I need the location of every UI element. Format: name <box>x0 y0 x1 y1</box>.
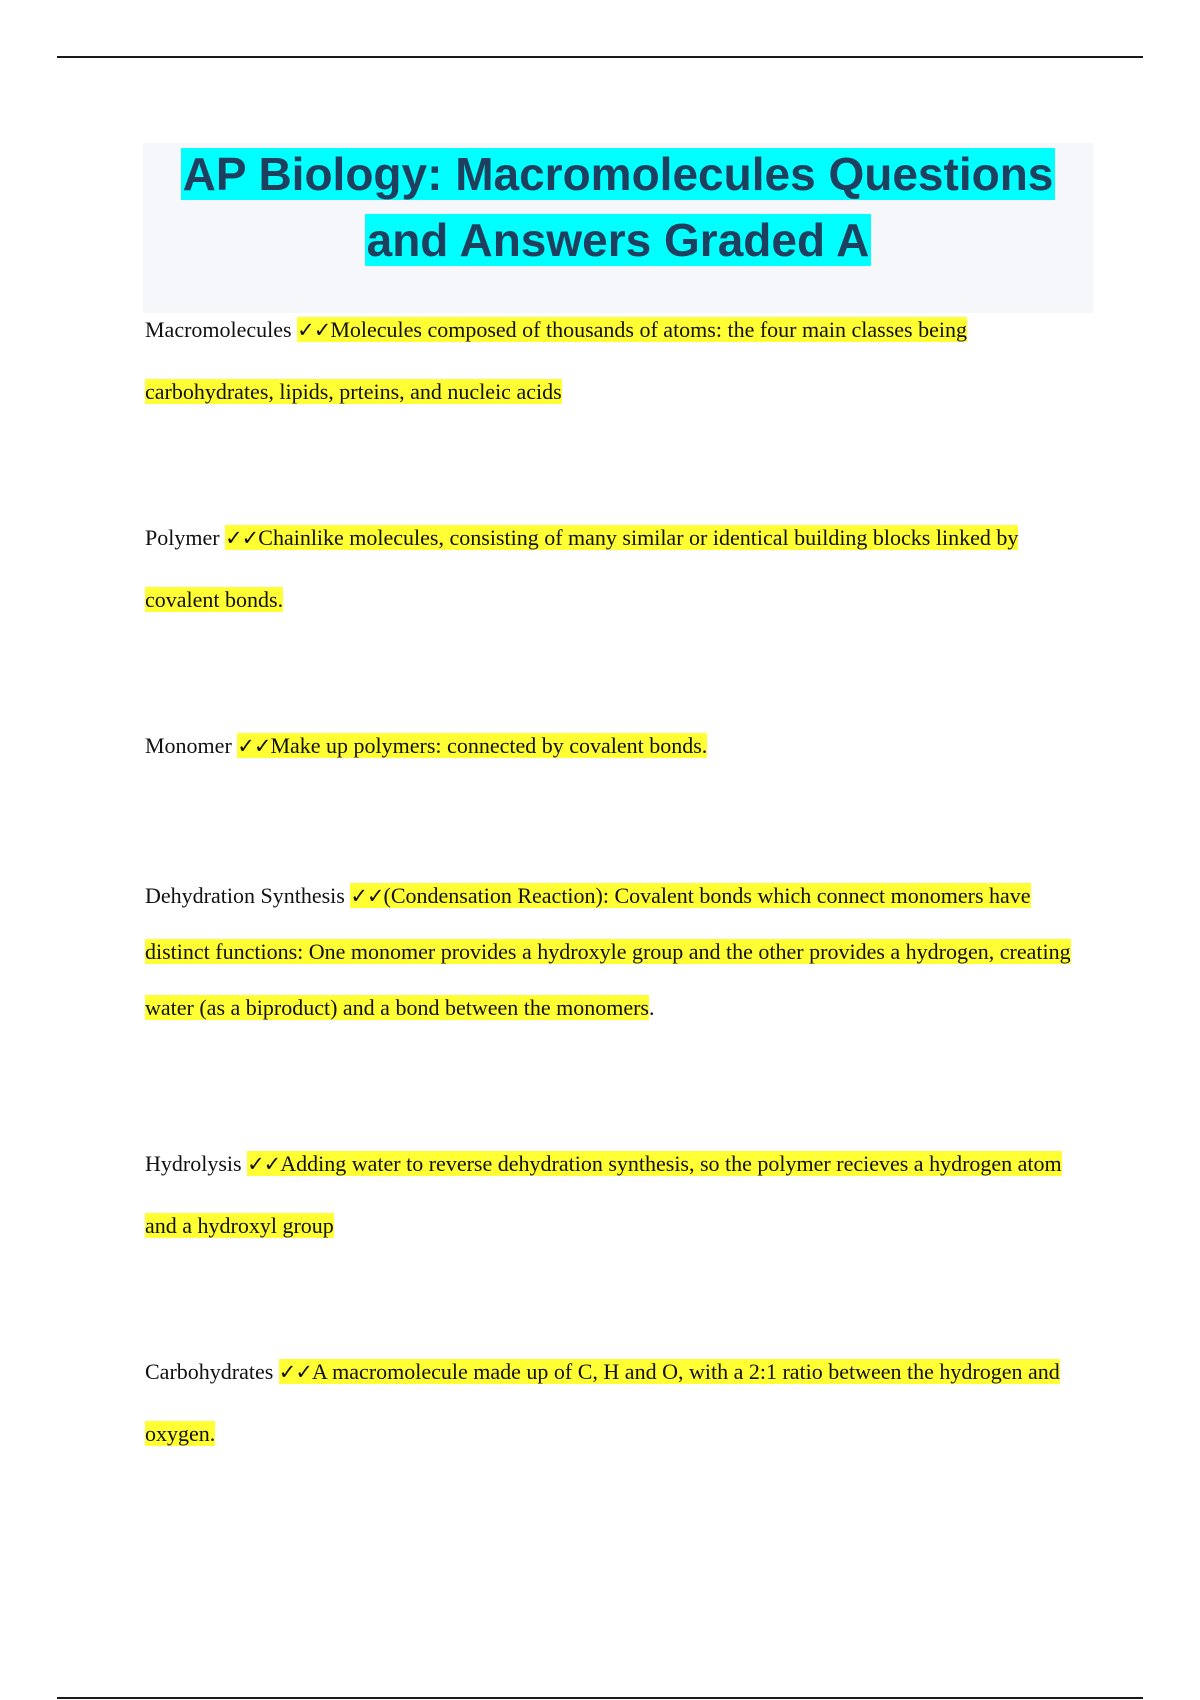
top-rule <box>57 56 1143 58</box>
qa-term: Dehydration Synthesis <box>145 883 345 908</box>
qa-entry-macromolecules <box>145 299 1085 422</box>
qa-answer <box>145 525 1018 612</box>
qa-answer <box>145 1359 1060 1446</box>
qa-term: Macromolecules <box>145 317 292 342</box>
qa-entry-dehydration-synthesis <box>145 868 1085 1036</box>
page-title: AP Biology: Macromolecules Questions and Answers Graded A <box>182 148 1054 266</box>
qa-entry-carbohydrates <box>145 1341 1085 1464</box>
double-check-icon: ✓✓ <box>237 734 271 758</box>
qa-answer-text: Chainlike molecules, consisting of many similar or identical building blocks linked by covalent bonds. <box>145 525 1019 612</box>
qa-term: Carbohydrates <box>145 1359 274 1384</box>
qa-entry-hydrolysis <box>145 1133 1085 1256</box>
qa-answer-text: (Condensation Reaction): Covalent bonds which connect monomers have distinct functions: One monomer provides a hydroxyle group and the other provides a hydrogen, creating water (as a biproduct) and a bond between the monomers <box>145 883 1071 1020</box>
qa-term: Monomer <box>145 733 232 758</box>
qa-answer-text: A macromolecule made up of C, H and O, with a 2:1 ratio between the hydrogen and oxygen. <box>145 1359 1060 1446</box>
qa-entry-polymer <box>145 507 1085 630</box>
qa-entry-monomer <box>145 715 1085 777</box>
double-check-icon: ✓✓ <box>350 884 384 908</box>
qa-trailing: . <box>649 995 655 1020</box>
qa-answer-text: Make up polymers: connected by covalent bonds. <box>270 733 708 758</box>
qa-answer <box>237 733 707 758</box>
qa-answer-text: Adding water to reverse dehydration synthesis, so the polymer recieves a hydrogen atom and a hydroxyl group <box>145 1151 1062 1238</box>
title-block <box>143 143 1093 313</box>
qa-answer <box>145 1151 1062 1238</box>
qa-term: Hydrolysis <box>145 1151 242 1176</box>
qa-answer-text: Molecules composed of thousands of atoms: the four main classes being carbohydrates, lipids, prteins, and nucleic acids <box>145 317 967 404</box>
bottom-rule <box>57 1697 1143 1699</box>
double-check-icon: ✓✓ <box>225 526 259 550</box>
double-check-icon: ✓✓ <box>247 1152 281 1176</box>
qa-term: Polymer <box>145 525 220 550</box>
double-check-icon: ✓✓ <box>278 1360 312 1384</box>
double-check-icon: ✓✓ <box>297 318 331 342</box>
